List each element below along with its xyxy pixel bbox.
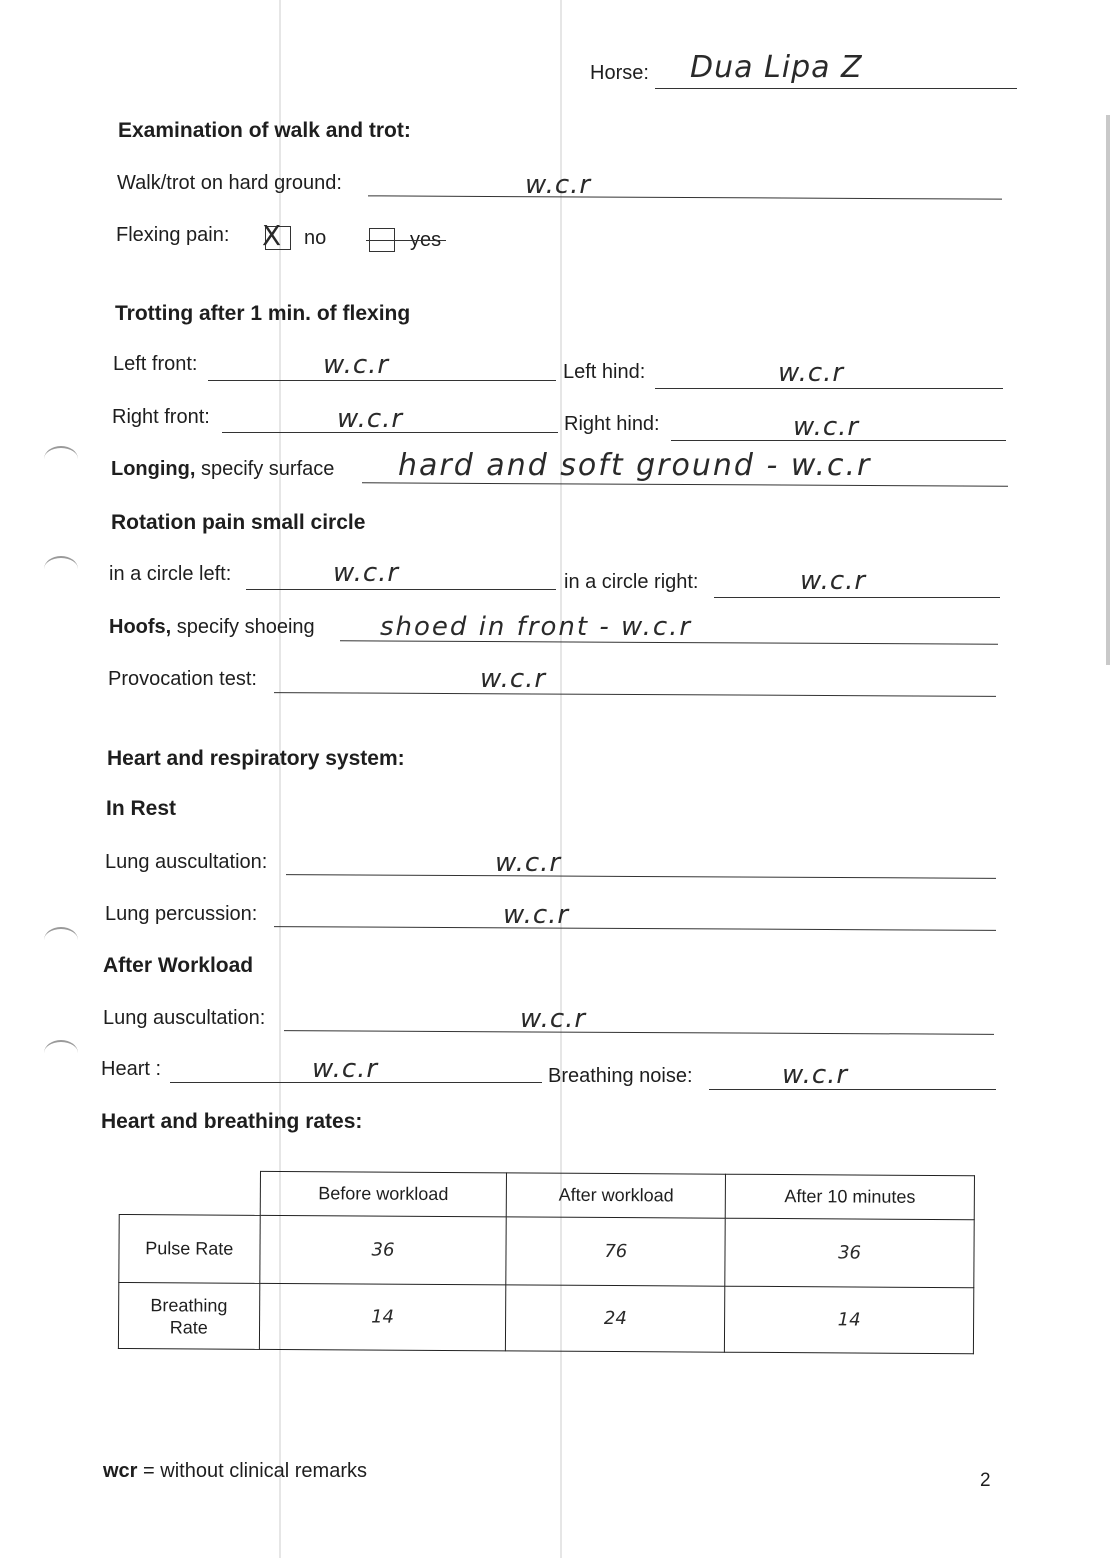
wcr-definition: = without clinical remarks bbox=[137, 1460, 367, 1482]
table-row bbox=[118, 1283, 973, 1354]
longing-label bbox=[111, 458, 334, 481]
horse-label: Horse: bbox=[590, 62, 649, 84]
lung-percussion-value[interactable]: w.c.r bbox=[503, 900, 570, 930]
lung-percussion-line bbox=[274, 926, 996, 931]
right-hind-value[interactable]: w.c.r bbox=[793, 412, 860, 442]
pulse-10min-value[interactable]: 36 bbox=[725, 1218, 974, 1288]
rates-table bbox=[118, 1170, 975, 1354]
circle-left-line bbox=[246, 589, 556, 590]
page-edge-shadow bbox=[1106, 115, 1110, 665]
right-hind-label: Right hind: bbox=[564, 413, 660, 435]
column-header: After 10 minutes bbox=[725, 1174, 974, 1220]
horse-line bbox=[655, 88, 1017, 89]
table-header-row bbox=[119, 1171, 974, 1220]
hard-ground-line bbox=[368, 195, 1002, 199]
flexing-pain-label: Flexing pain: bbox=[116, 224, 230, 246]
pulse-before-value[interactable]: 36 bbox=[259, 1215, 506, 1285]
hoofs-label bbox=[109, 616, 315, 639]
breathing-noise-line bbox=[709, 1089, 996, 1090]
heart-value[interactable]: w.c.r bbox=[312, 1054, 379, 1084]
empty-corner-cell bbox=[119, 1171, 260, 1216]
row-label-pulse: Pulse Rate bbox=[119, 1215, 260, 1284]
provocation-value[interactable]: w.c.r bbox=[480, 664, 547, 694]
longing-label-rest: specify surface bbox=[195, 458, 335, 480]
in-rest-heading: In Rest bbox=[106, 797, 177, 820]
page-number: 2 bbox=[980, 1470, 991, 1491]
hoofs-label-rest: specify shoeing bbox=[171, 616, 315, 638]
longing-label-bold: Longing, bbox=[111, 458, 196, 480]
flexing-no-checkbox[interactable] bbox=[262, 219, 291, 252]
rates-heading: Heart and breathing rates: bbox=[101, 1110, 363, 1133]
yes-strikethrough bbox=[366, 240, 446, 241]
breathing-before-value[interactable]: 14 bbox=[259, 1283, 506, 1351]
longing-value[interactable]: hard and soft ground - w.c.r bbox=[398, 448, 872, 483]
circle-right-label: in a circle right: bbox=[564, 571, 699, 593]
left-front-label: Left front: bbox=[113, 353, 198, 375]
walk-trot-heading: Examination of walk and trot: bbox=[118, 119, 411, 142]
after-lung-auscultation-value[interactable]: w.c.r bbox=[520, 1004, 587, 1034]
left-hind-value[interactable]: w.c.r bbox=[778, 358, 845, 388]
left-front-value[interactable]: w.c.r bbox=[323, 350, 390, 380]
provocation-line bbox=[274, 692, 996, 697]
right-front-value[interactable]: w.c.r bbox=[337, 404, 404, 434]
breathing-after-value[interactable]: 24 bbox=[506, 1285, 725, 1352]
hard-ground-value[interactable]: w.c.r bbox=[525, 170, 592, 200]
flexing-yes-label: yes bbox=[410, 229, 442, 251]
wcr-abbrev: wcr bbox=[103, 1460, 138, 1482]
left-front-line bbox=[208, 380, 556, 381]
table-row bbox=[119, 1215, 974, 1288]
row-label-breathing: Breathing Rate bbox=[118, 1283, 259, 1350]
hoofs-value[interactable]: shoed in front - w.c.r bbox=[380, 612, 693, 642]
flexing-no-label: no bbox=[304, 227, 327, 249]
lung-auscultation-label: Lung auscultation: bbox=[105, 851, 268, 873]
punch-hole bbox=[44, 927, 78, 953]
punch-hole bbox=[44, 556, 78, 582]
after-lung-auscultation-label: Lung auscultation: bbox=[103, 1007, 266, 1029]
wcr-footnote bbox=[103, 1460, 367, 1483]
lung-percussion-label: Lung percussion: bbox=[105, 903, 258, 925]
left-hind-line bbox=[655, 388, 1003, 389]
hard-ground-label: Walk/trot on hard ground: bbox=[117, 172, 342, 194]
rotation-heading: Rotation pain small circle bbox=[111, 511, 366, 534]
breathing-noise-label: Breathing noise: bbox=[548, 1065, 693, 1087]
pulse-after-value[interactable]: 76 bbox=[506, 1217, 725, 1286]
provocation-label: Provocation test: bbox=[108, 668, 257, 690]
lung-auscultation-line bbox=[286, 874, 996, 879]
breathing-10min-value[interactable]: 14 bbox=[725, 1286, 974, 1354]
heart-label: Heart : bbox=[101, 1058, 162, 1080]
punch-hole bbox=[44, 446, 78, 472]
left-hind-label: Left hind: bbox=[563, 361, 646, 383]
lung-auscultation-value[interactable]: w.c.r bbox=[495, 848, 562, 878]
flexing-heading: Trotting after 1 min. of flexing bbox=[115, 302, 411, 325]
breathing-noise-value[interactable]: w.c.r bbox=[782, 1060, 849, 1090]
punch-hole bbox=[44, 1040, 78, 1066]
right-front-label: Right front: bbox=[112, 406, 210, 428]
circle-left-label: in a circle left: bbox=[109, 563, 232, 585]
circle-right-line bbox=[714, 597, 1000, 598]
column-header: After workload bbox=[507, 1173, 726, 1218]
check-mark-icon: X bbox=[262, 219, 283, 252]
column-header: Before workload bbox=[260, 1171, 507, 1217]
after-lung-auscultation-line bbox=[284, 1030, 994, 1035]
circle-left-value[interactable]: w.c.r bbox=[333, 558, 400, 588]
after-workload-heading: After Workload bbox=[103, 954, 254, 977]
horse-value[interactable]: Dua Lipa Z bbox=[690, 50, 863, 85]
hoofs-label-bold: Hoofs, bbox=[109, 616, 172, 638]
circle-right-value[interactable]: w.c.r bbox=[800, 566, 867, 596]
heart-heading: Heart and respiratory system: bbox=[107, 747, 405, 770]
